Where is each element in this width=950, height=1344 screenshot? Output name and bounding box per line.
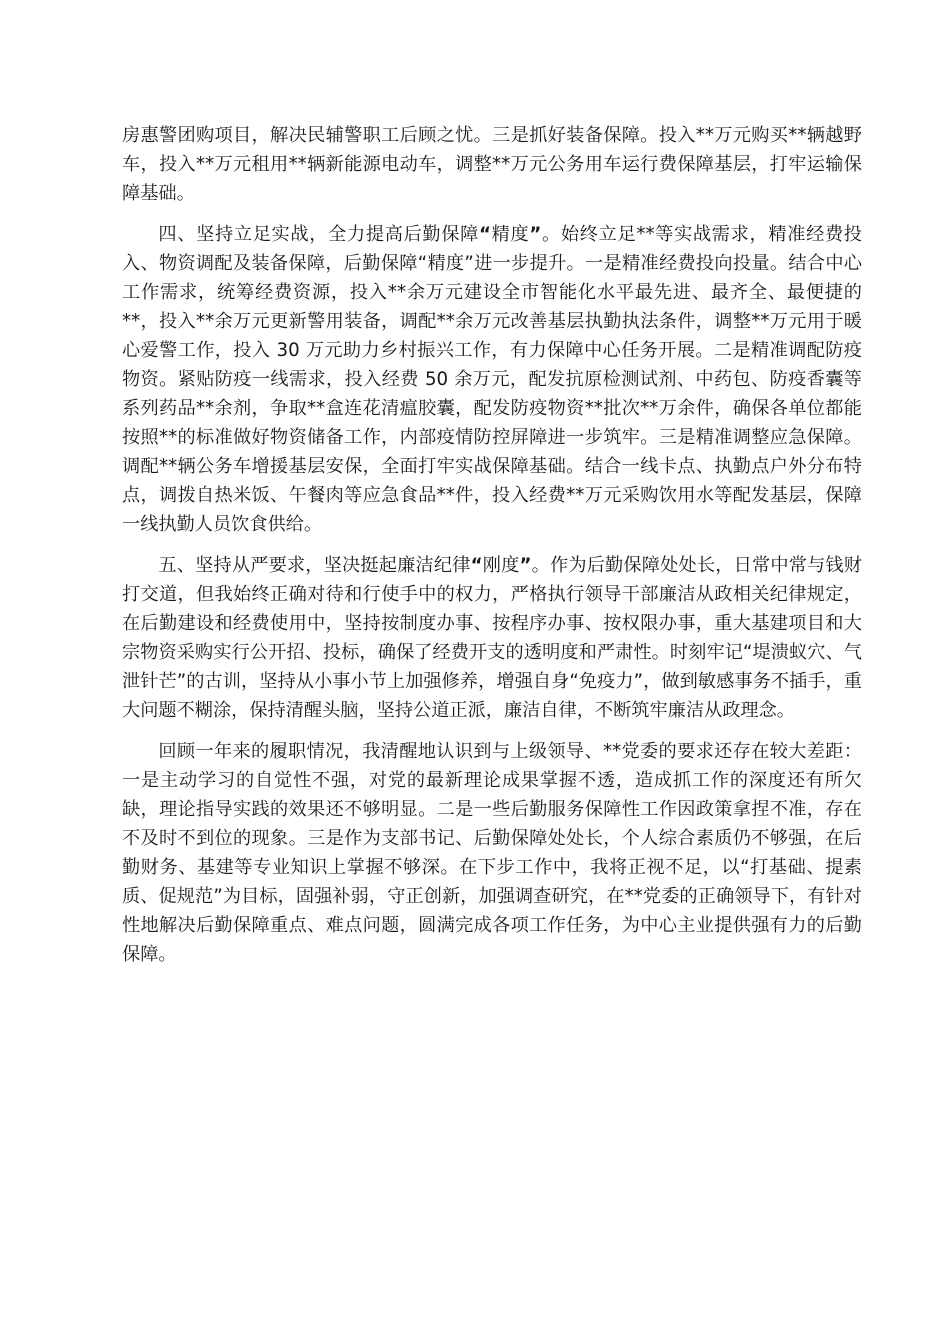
- heading-keyword: 刚度: [482, 555, 520, 576]
- paragraph-section-five: [122, 551, 862, 725]
- paragraph-text: 作为后勤保障处处长，日常中常与钱财打交道，但我始终正确对待和行使手中的权力，严格执行领导干部廉洁从政相关纪律规定，在后勤建设和经费使用中，坚持按制度办事、按程序办事、按权限办事，重大基建项目和大宗物资采购实行公开招、投标，确保了经费开支的透明度和严肃性。时刻牢记“堤溃蚁穴、气泄针芒”的古训，坚持从小事小节上加强修养，增强自身“免疫力”，做到敏感事务不插手，重大问题不糊涂，保持清醒头脑，坚持公道正派，廉洁自律，不断筑牢廉洁从政理念。: [122, 555, 862, 721]
- section-heading-lead: 四、坚持立足实战，全力提高后勤保障: [158, 224, 480, 245]
- heading-tail: 。: [531, 555, 550, 576]
- section-heading-lead: 五、坚持从严要求，坚决挺起廉洁纪律: [158, 555, 471, 576]
- paragraph-section-four: [122, 220, 862, 539]
- heading-quote-close: ”: [529, 224, 542, 245]
- heading-quote-close: ”: [519, 555, 532, 576]
- paragraph-text: 始终立足**等实战需求，精准经费投入、物资调配及装备保障，后勤保障“精度”进一步提升。一是精准经费投向投量。结合中心工作需求，统筹经费资源，投入**余万元建设全市智能化水平最先进、最齐全、最便捷的**，投入**余万元更新警用装备，调配**余万元改善基层执勤执法条件，调整**万元用于暖心爱警工作，投入 30 万元助力乡村振兴工作，有力保障中心任务开展。二是精准调配防疫物资。紧贴防疫一线需求，投入经费 50 余万元，配发抗原检测试剂、中药包、防疫香囊等系列药品**余剂，争取**盒连花清瘟胶囊，配发防疫物资**批次**万余件，确保各单位都能按照**的标准做好物资储备工作，内部疫情防控屏障进一步筑牢。三是精准调整应急保障。调配**辆公务车增援基层安保，全面打牢实战保障基础。结合一线卡点、执勤点户外分布特点，调拨自热米饭、午餐肉等应急食品**件，投入经费**万元采购饮用水等配发基层，保障一线执勤人员饮食供给。: [122, 224, 862, 535]
- heading-quote-open: “: [479, 224, 491, 245]
- heading-tail: 。: [541, 224, 561, 245]
- paragraph-text: 房惠警团购项目，解决民辅警职工后顾之忧。三是抓好装备保障。投入**万元购买**辆越野车，投入**万元租用**辆新能源电动车，调整**万元公务用车运行费保障基层，打牢运输保障基础。: [122, 125, 862, 204]
- paragraph-continued: [122, 121, 862, 208]
- paragraph-review: [122, 737, 862, 969]
- heading-quote-open: “: [470, 555, 483, 576]
- paragraph-text: 回顾一年来的履职情况，我清醒地认识到与上级领导、**党委的要求还存在较大差距：一是主动学习的自觉性不强，对党的最新理论成果掌握不透，造成抓工作的深度还有所欠缺，理论指导实践的效果还不够明显。二是一些后勤服务保障性工作因政策拿捏不准，存在不及时不到位的现象。三是作为支部书记、后勤保障处处长，个人综合素质仍不够强，在后勤财务、基建等专业知识上掌握不够深。在下步工作中，我将正视不足，以“打基础、提素质、促规范”为目标，固强补弱，守正创新，加强调查研究，在**党委的正确领导下，有针对性地解决后勤保障重点、难点问题，圆满完成各项工作任务，为中心主业提供强有力的后勤保障。: [122, 741, 862, 965]
- document-body: [122, 121, 862, 981]
- heading-keyword: 精度: [490, 224, 530, 245]
